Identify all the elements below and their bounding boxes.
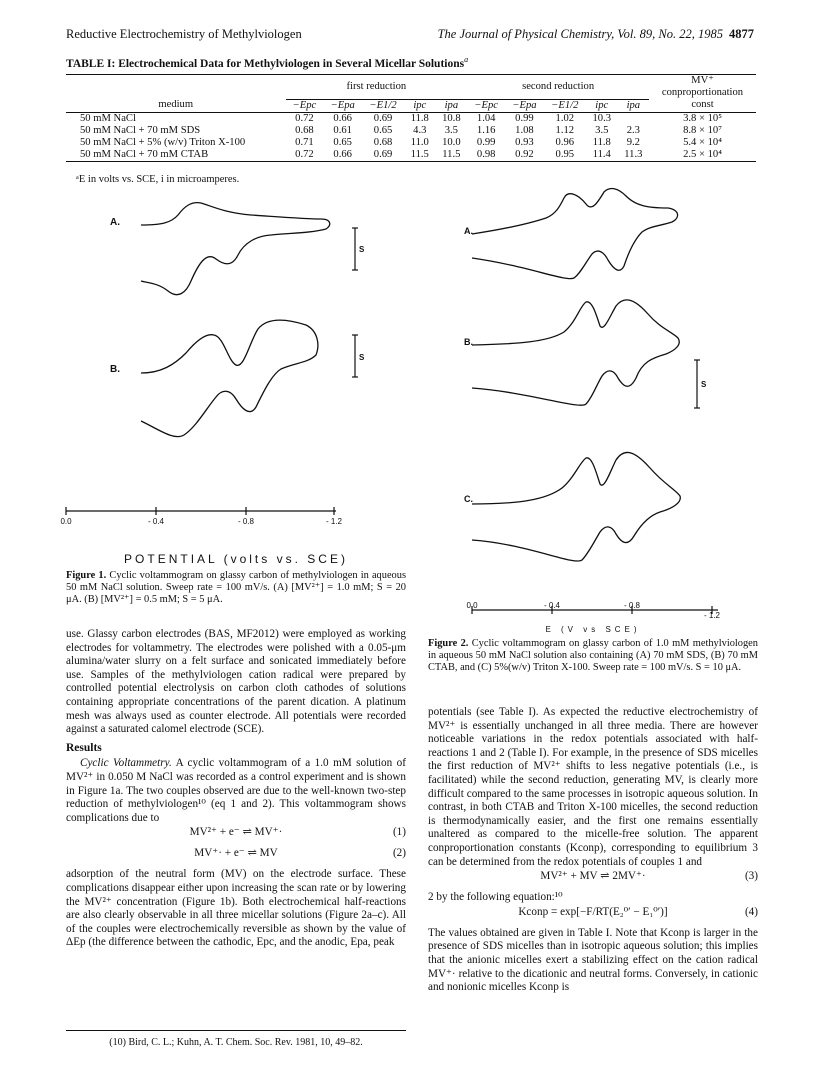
medium-header: medium <box>66 99 286 112</box>
paragraph: use. Glassy carbon electrodes (BAS, MF2012) were employed as working electrodes for voltammetry. The electrodes were polished with a 0.05-μm alumina/water slurry on a felt surface and sonicated immediately before use. Samples of the methylviologen cation radical were prepared by controlled potential electrolysis on carbon cloth cathodes of solutions containing appropriate concentrations of the parent dication. A platinum mesh was always used as counter electrode. All potentials were recorded against a saturated calomel electrode (SCE). <box>66 628 406 736</box>
section-heading: Results <box>66 741 102 754</box>
fig2-curve-b <box>472 300 679 405</box>
paragraph: potentials (see Table I). As expected the reductive electrochemistry of MV²⁺ is essentially unchanged in all three media. There are however noticeable variations in the redox potentials associated with half-reactions 1 and 2 (Table I). For example, in the presence of SDS micelles the first reduction of MV²⁺ shifts to less negative potentials (i.e., is facilitated) while the second reduction, generating MV, is clearly more difficult compared to the same processes in isotropic aqueous solution. In contrast, in both CTAB and Triton X-100 micelles, the second reduction is thermodynamically easier, and the first one remains essentially unaltered as compared to the micelle-free solution. The apparent conproportionation constants (Kconp), corresponding to equilibrium 3 can be determined from the redox potentials of couples 1 and <box>428 706 758 868</box>
fig2-caption: Figure 2. Cyclic voltammogram on glassy carbon of 1.0 mM methylviologen in aqueous 50 mM NaCl solution also containing (A) 70 mM SDS, (B) 70 mM CTAB, and (C) 5%(w/v) Triton X-100. Sweep rate = 100 mV/s. S = 10 μA. <box>428 638 758 673</box>
table-row: 50 mM NaCl + 5% (w/v) Triton X-100 0.71 0.65 0.68 11.0 10.0 0.99 0.93 0.96 11.8 9.2 5.4 × 10⁴ <box>80 136 722 148</box>
fig1-axis-title: POTENTIAL (volts vs. SCE) <box>124 552 348 566</box>
reference-footnote: (10) Bird, C. L.; Kuhn, A. T. Chem. Soc. Rev. 1981, 10, 49–82. <box>66 1030 406 1048</box>
fig1-tick-label: 0.0 <box>60 517 72 526</box>
equation-4: Kconp = exp[−F/RT(E₂⁰′ − E₁⁰′)] (4) <box>518 905 758 918</box>
fig2-axis-title: E (V vs SCE) <box>545 625 641 634</box>
col-header: −Epc <box>467 99 505 112</box>
fig1-curve-a <box>141 203 330 295</box>
group-first-reduction: first reduction <box>286 75 468 99</box>
page-number: 4877 <box>729 27 754 41</box>
fig1-label-a: A. <box>110 217 120 228</box>
table-row: 50 mM NaCl + 70 mM SDS 0.68 0.61 0.65 4.3 3.5 1.16 1.08 1.12 3.5 2.3 8.8 × 10⁷ <box>80 124 722 136</box>
col-header: ipc <box>404 99 435 112</box>
equation-3: MV²⁺ + MV ⇌ 2MV⁺· (3) <box>540 870 758 883</box>
paragraph: 2 by the following equation:¹⁰ <box>428 891 563 904</box>
fig2-scale-label: S <box>701 380 707 389</box>
col-header: ipa <box>618 99 649 112</box>
fig1-curve-b <box>141 320 318 437</box>
mv-header-const: const <box>649 99 756 112</box>
group-second-reduction: second reduction <box>467 75 649 99</box>
fig1-scale-label-b: S <box>359 353 365 362</box>
fig2-curve-c <box>472 452 680 561</box>
left-column <box>66 628 406 950</box>
col-header: −Epa <box>505 99 544 112</box>
equation-2: MV⁺· + e⁻ ⇌ MV (2) <box>194 847 406 860</box>
data-table <box>66 74 756 162</box>
fig2-label-c: C. <box>464 494 473 504</box>
col-header: ipc <box>586 99 618 112</box>
fig1-label-b: B. <box>110 364 120 375</box>
fig2-tick-label: 0.0 <box>466 601 478 610</box>
right-column <box>428 706 758 995</box>
paragraph: adsorption of the neutral form (MV) on the electrode surface. These complications disappear either upon increasing the scan rate or by lowering the MV²⁺ concentration (Figure 1b). Both electrochemical half-reactions are also clearly observable in all three micellar solutions (Figure 2a–c). All of the couples were electrochemically reversible as shown by the value of ΔEp (the difference between the cathodic, Epc, and the anodic, Epa, peak <box>66 868 406 949</box>
col-header: −E1/2 <box>544 99 586 112</box>
col-header: −Epa <box>323 99 362 112</box>
mv-header: MV⁺ conproportionation <box>661 75 744 98</box>
table-footnote: ᵃE in volts vs. SCE, i in microamperes. <box>76 174 240 185</box>
table-caption: TABLE I: Electrochemical Data for Methylviologen in Several Micellar Solutions$^a$ <box>66 55 469 70</box>
paragraph: Cyclic Voltammetry. A cyclic voltammogram of a 1.0 mM solution of MV²⁺ in 0.050 M NaCl was recorded as a control experiment and is shown in Figure 1a. The two couples observed are due to the well-known two-step reduction of methylviologen¹⁰ (eq 1 and 2). This voltammogram shows complications due to <box>66 757 406 824</box>
fig2-label-b: B. <box>464 337 473 347</box>
fig1-tick-label: - 0.4 <box>147 517 165 526</box>
figure-1 <box>60 195 406 535</box>
fig2-tick-label: - 1.2 <box>703 611 721 620</box>
fig1-scale-label-a: S <box>359 245 365 254</box>
table-row: 50 mM NaCl + 70 mM CTAB 0.72 0.66 0.69 11.5 11.5 0.98 0.92 0.95 11.4 11.3 2.5 × 10⁴ <box>66 149 756 162</box>
running-title: Reductive Electrochemistry of Methylviologen <box>66 27 302 41</box>
fig1-tick-label: - 1.2 <box>325 517 343 526</box>
fig1-tick-label: - 0.8 <box>237 517 255 526</box>
col-header: ipa <box>435 99 467 112</box>
paragraph: The values obtained are given in Table I. Note that Kconp is larger in the presence of SDS micelles than in isotropic aqueous solution; this implies that the anionic micelles exert a stabilizing effect on the cation radical MV⁺· relative to the dicationic and neutral forms. Conversely, in cationic and nonionic micelles Kconp is <box>428 926 758 994</box>
figure-2 <box>428 182 758 622</box>
fig2-tick-label: - 0.4 <box>543 601 561 610</box>
journal-citation: The Journal of Physical Chemistry, Vol. 89, No. 22, 1985 4877 <box>437 27 754 41</box>
equation-1: MV²⁺ + e⁻ ⇌ MV⁺· (1) <box>189 826 406 839</box>
fig2-label-a: A. <box>464 226 473 236</box>
col-header: −E1/2 <box>362 99 404 112</box>
table-row: 50 mM NaCl 0.72 0.66 0.69 11.8 10.8 1.04 0.99 1.02 10.3 3.8 × 10⁵ <box>80 112 722 124</box>
fig2-curve-a <box>472 189 678 279</box>
fig1-caption: Figure 1. Cyclic voltammogram on glassy carbon of methylviologen in aqueous 50 mM NaCl solution. Sweep rate = 100 mV/s. (A) [MV²⁺] = 1.0 mM; S = 20 μA. (B) [MV²⁺] = 0.5 mM; S = 5 μA. <box>66 570 406 605</box>
col-header: −Epc <box>286 99 324 112</box>
fig2-tick-label: - 0.8 <box>623 601 641 610</box>
